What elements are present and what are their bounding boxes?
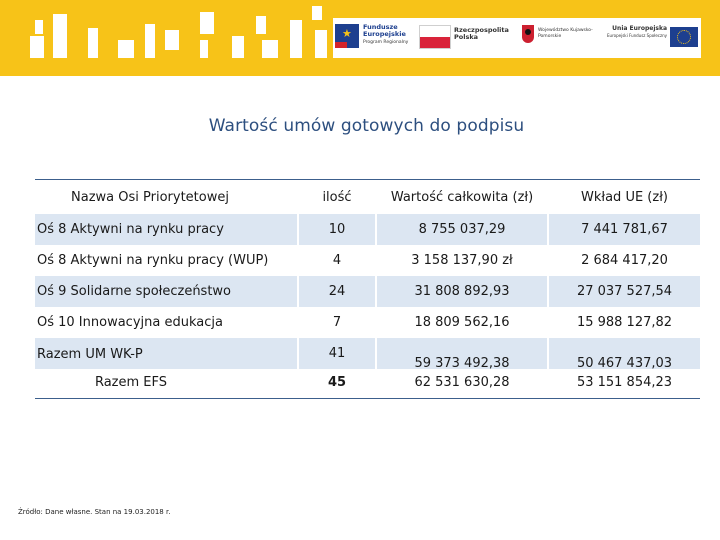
axis-name-cell: Oś 8 Aktywni na rynku pracy (WUP)	[37, 253, 269, 268]
source-note: Źródło: Dane własne. Stan na 19.03.2018 r.	[18, 508, 171, 516]
decor-square	[290, 20, 302, 58]
total-value-cell: 3 158 137,90 zł	[411, 253, 513, 268]
fundusze-europejskie-logo	[335, 24, 359, 48]
decor-square	[88, 28, 98, 58]
grand-total-eu-cell: 53 151 854,23	[576, 375, 673, 390]
count-cell: 24	[299, 276, 375, 307]
total-label-cell: Razem EFS	[94, 375, 168, 390]
region-crest-icon	[522, 25, 534, 43]
eu-value-cell: 7 441 781,67	[549, 214, 700, 245]
decor-square	[200, 12, 214, 34]
eu-value-cell: 15 988 127,82	[576, 315, 673, 330]
star-icon: ★	[342, 27, 352, 40]
table-row	[35, 338, 700, 369]
logo-strip	[333, 18, 701, 58]
table-header-row	[35, 180, 700, 214]
poland-name: Rzeczpospolita Polska	[454, 26, 509, 41]
eu-value-cell: 27 037 527,54	[549, 276, 700, 307]
decor-square	[315, 30, 327, 58]
column-header-total: Wartość całkowita (zł)	[390, 189, 534, 205]
decor-square	[256, 16, 266, 34]
header-band	[0, 0, 720, 76]
poland-flag-icon	[419, 25, 451, 49]
decor-square	[145, 24, 155, 58]
table-row	[35, 214, 700, 245]
table-row	[35, 245, 700, 276]
eu-value-cell: 2 684 417,20	[581, 253, 668, 268]
decor-square	[165, 30, 179, 50]
eu-value-cell	[549, 338, 700, 369]
axis-name-cell: Oś 9 Solidarne społeczeństwo	[35, 276, 297, 307]
decor-square	[30, 36, 44, 58]
table-total-row	[35, 369, 700, 398]
total-value-cell: 18 809 562,16	[414, 315, 510, 330]
region-text	[538, 28, 596, 39]
column-header-axis: Nazwa Osi Priorytetowej	[71, 189, 229, 205]
table-row	[35, 307, 700, 338]
decor-square	[200, 40, 208, 58]
decor-square	[118, 40, 134, 58]
eu-text	[603, 26, 667, 39]
fundusze-name: Fundusze Europejskie	[363, 23, 406, 38]
axis-name-cell: Oś 10 Innowacyjna edukacja	[37, 315, 223, 330]
table-row	[35, 276, 700, 307]
count-cell: 10	[299, 214, 375, 245]
total-value-cell: 8 755 037,29	[377, 214, 547, 245]
column-header-count: ilość	[322, 189, 352, 205]
eu-value-text: 50 467 437,03	[576, 356, 673, 371]
fundusze-europejskie-text	[363, 24, 411, 46]
total-value-cell	[377, 338, 547, 369]
eu-flag-icon	[670, 27, 698, 47]
total-value-text: 59 373 492,38	[414, 356, 510, 371]
axis-name-cell: Oś 8 Aktywni na rynku pracy	[35, 214, 297, 245]
decor-square	[232, 36, 244, 58]
total-value-cell: 31 808 892,93	[377, 276, 547, 307]
eu-name: Unia Europejska	[612, 25, 667, 32]
count-cell: 7	[332, 315, 342, 330]
count-cell: 4	[332, 253, 342, 268]
decor-square	[262, 40, 278, 58]
fundusze-subtitle: Program Regionalny	[363, 40, 409, 45]
decor-square	[53, 14, 67, 58]
eu-subtitle: Europejski Fundusz Społeczny	[607, 32, 667, 38]
axis-name-cell: Razem UM WK-P	[35, 338, 297, 369]
grand-total-value-cell: 62 531 630,28	[414, 375, 510, 390]
page-title: Wartość umów gotowych do podpisu	[208, 116, 525, 136]
poland-text	[454, 27, 512, 41]
column-header-eu: Wkład UE (zł)	[581, 189, 668, 205]
decor-square	[312, 6, 322, 20]
total-count-cell: 45	[327, 375, 347, 390]
count-cell: 41	[299, 338, 375, 369]
contracts-table	[35, 179, 700, 399]
decor-square	[35, 20, 43, 34]
region-name: Województwo Kujawsko-Pomorskie	[538, 28, 593, 39]
